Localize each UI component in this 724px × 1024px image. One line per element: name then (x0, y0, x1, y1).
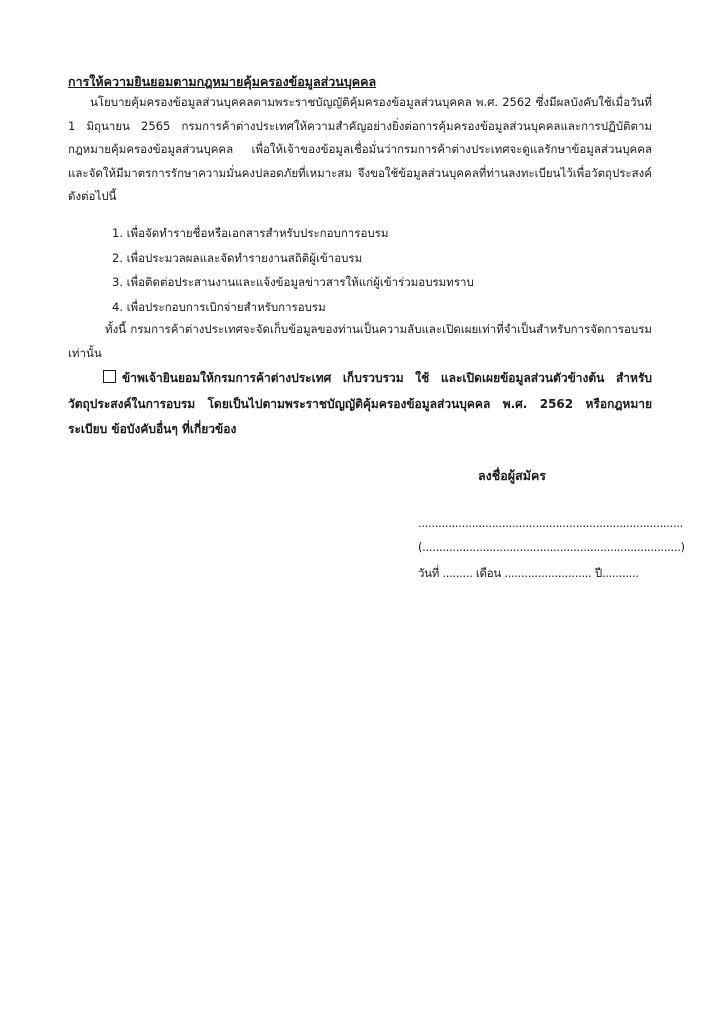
purpose-list (112, 221, 474, 319)
consent-statement (68, 366, 652, 443)
purpose-item: 1. เพื่อจัดทำรายชื่อหรือเอกสารสำหรับประกอบการอบรม (112, 226, 389, 240)
purpose-item: 3. เพื่อติดต่อประสานงานและแจ้งข้อมูลข่าวสารให้แก่ผู้เข้าร่วมอบรมทราบ (112, 275, 474, 289)
document-title: การให้ความยินยอมตามกฎหมายคุ้มครองข้อมูลส่วนบุคคล (68, 74, 377, 89)
closing-paragraph: ทั้งนี้ กรมการค้าต่างประเทศจะจัดเก็บข้อมูลของท่านเป็นความลับและเปิดเผยเท่าที่จำเป็นสำหรับการจัดการอบรมเท่านั้น (68, 322, 652, 360)
signature-name-line[interactable]: ............................................................................... (418, 516, 684, 530)
purpose-item: 4. เพื่อประกอบการเบิกจ่ายสำหรับการอบรม (112, 299, 326, 314)
signature-date-line[interactable]: วันที่ ......... เดือน .......................... ปี........... (418, 566, 639, 580)
consent-text: ข้าพเจ้ายินยอมให้กรมการค้าต่างประเทศ เก็บรวบรวม ใช้ และเปิดเผยข้อมูลส่วนตัวข้างต้น สำหรับวัตถุประสงค์ในการอบรม โดยเป็นไปตามพระราชบัญญัติคุ้มครองข้อมูลส่วนบุคคล พ.ศ. 2562 หรือกฎหมาย ระเบียบ ข้อบังคับอื่นๆ ที่เกี่ยวข้อง (68, 371, 652, 436)
consent-checkbox[interactable] (103, 370, 116, 383)
signature-label: ลงชื่อผู้สมัคร (478, 468, 547, 483)
intro-paragraph: นโยบายคุ้มครองข้อมูลส่วนบุคคลตามพระราชบัญญัติคุ้มครองข้อมูลส่วนบุคคล พ.ศ. 2562 ซึ่งมีผลบังคับใช้เมื่อวันที่ 1 มิถุนายน 2565 กรมการค้าต่างประเทศให้ความสำคัญอย่างยิ่งต่อการคุ้มครองข้อมูลส่วนบุคคลและการปฏิบัติตามกฎหมายคุ้มครองข้อมูลส่วนบุคคล เพื่อให้เจ้าของข้อมูลเชื่อมั่นว่ากรมการค้าต่างประเทศจะดูแลรักษาข้อมูลส่วนบุคคลและจัดให้มีมาตรการรักษาความมั่นคงปลอดภัยที่เหมาะสม จึงขอใช้ข้อมูลส่วนบุคคลที่ท่านลงทะเบียนไว้เพื่อวัตถุประสงค์ ดังต่อไปนี้ (68, 95, 652, 203)
purpose-item: 2. เพื่อประมวลผลและจัดทำรายงานสถิติผู้เข้าอบรม (112, 250, 363, 265)
signature-print-name-line[interactable]: (.............................................................................) (418, 540, 685, 554)
